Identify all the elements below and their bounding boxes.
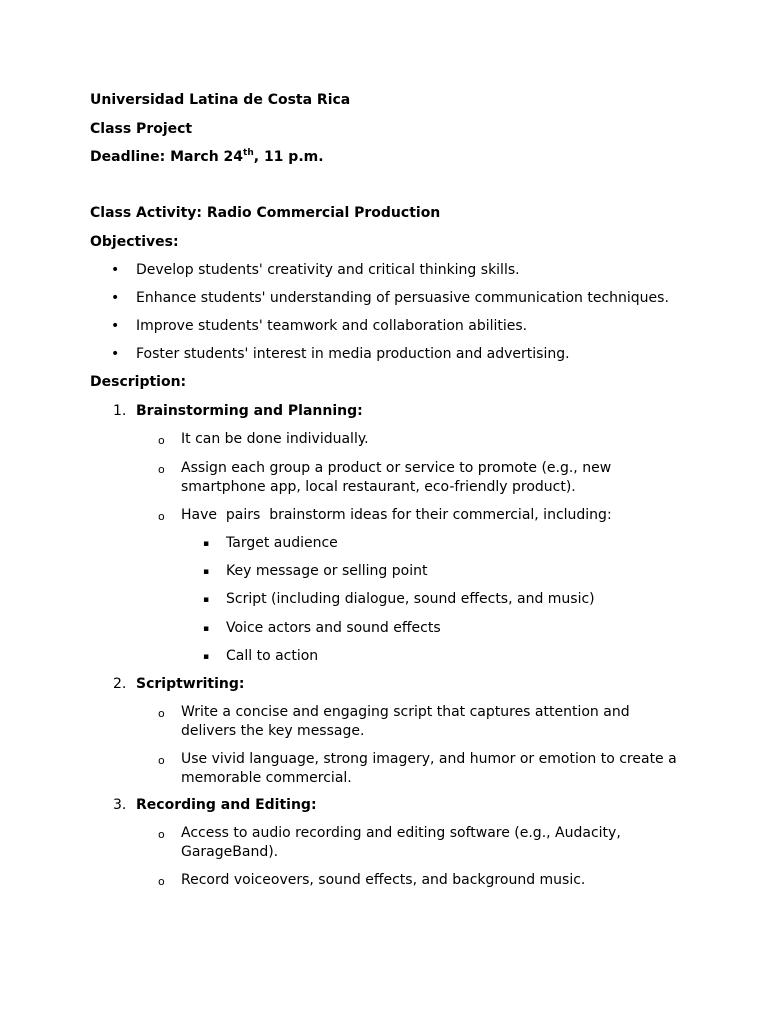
list-item: Key message or selling point xyxy=(226,563,428,579)
sub-bullet-marker: o xyxy=(158,510,165,523)
objectives-heading: Objectives: xyxy=(90,234,179,250)
objective-text: Develop students' creativity and critical thinking skills. xyxy=(136,262,520,278)
list-item: Call to action xyxy=(226,648,319,664)
sub-bullet-marker: o xyxy=(158,707,165,720)
deadline-line xyxy=(90,148,324,167)
sub-bullet-marker: o xyxy=(158,828,165,841)
subsub-bullet-marker: ▪ xyxy=(203,567,210,577)
list-item: Target audience xyxy=(226,535,338,551)
deadline-ordinal: th xyxy=(243,148,254,158)
list-item: Assign each group a product or service to promote (e.g., new smartphone app, local restaurant, eco-friendly product). xyxy=(181,460,612,495)
university-name: Universidad Latina de Costa Rica xyxy=(90,92,351,108)
bullet-marker: • xyxy=(111,290,120,306)
objective-text: Enhance students' understanding of persuasive communication techniques. xyxy=(136,290,669,306)
list-item: Write a concise and engaging script that captures attention and delivers the key message. xyxy=(181,704,630,739)
list-item: Record voiceovers, sound effects, and background music. xyxy=(181,872,586,888)
step-title: Scriptwriting: xyxy=(136,676,245,692)
description-heading: Description: xyxy=(90,374,187,390)
list-item: It can be done individually. xyxy=(181,431,369,447)
bullet-marker: • xyxy=(111,346,120,362)
sub-bullet-marker: o xyxy=(158,875,165,888)
sub-bullet-marker: o xyxy=(158,463,165,476)
step-number: 2. xyxy=(113,676,127,692)
list-item: Have pairs brainstorm ideas for their commercial, including: xyxy=(181,507,612,523)
subsub-bullet-marker: ▪ xyxy=(203,595,210,605)
list-item: Script (including dialogue, sound effects, and music) xyxy=(226,591,595,607)
list-item: Use vivid language, strong imagery, and humor or emotion to create a memorable commercial. xyxy=(181,751,677,786)
bullet-marker: • xyxy=(111,318,120,334)
step-number: 3. xyxy=(113,797,127,813)
step-title: Recording and Editing: xyxy=(136,797,317,813)
objective-text: Improve students' teamwork and collaboration abilities. xyxy=(136,318,528,334)
sub-bullet-marker: o xyxy=(158,434,165,447)
step-title: Brainstorming and Planning: xyxy=(136,403,363,419)
project-label: Class Project xyxy=(90,121,193,137)
deadline-prefix: Deadline: March 24 xyxy=(90,149,244,165)
subsub-bullet-marker: ▪ xyxy=(203,652,210,662)
step-number: 1. xyxy=(113,403,127,419)
deadline-suffix: , 11 p.m. xyxy=(253,149,324,165)
subsub-bullet-marker: ▪ xyxy=(203,539,210,549)
list-item: Access to audio recording and editing software (e.g., Audacity, GarageBand). xyxy=(181,825,621,860)
subsub-bullet-marker: ▪ xyxy=(203,624,210,634)
activity-title: Class Activity: Radio Commercial Production xyxy=(90,205,441,221)
objective-text: Foster students' interest in media production and advertising. xyxy=(136,346,570,362)
sub-bullet-marker: o xyxy=(158,754,165,767)
bullet-marker: • xyxy=(111,262,120,278)
list-item: Voice actors and sound effects xyxy=(226,620,441,636)
